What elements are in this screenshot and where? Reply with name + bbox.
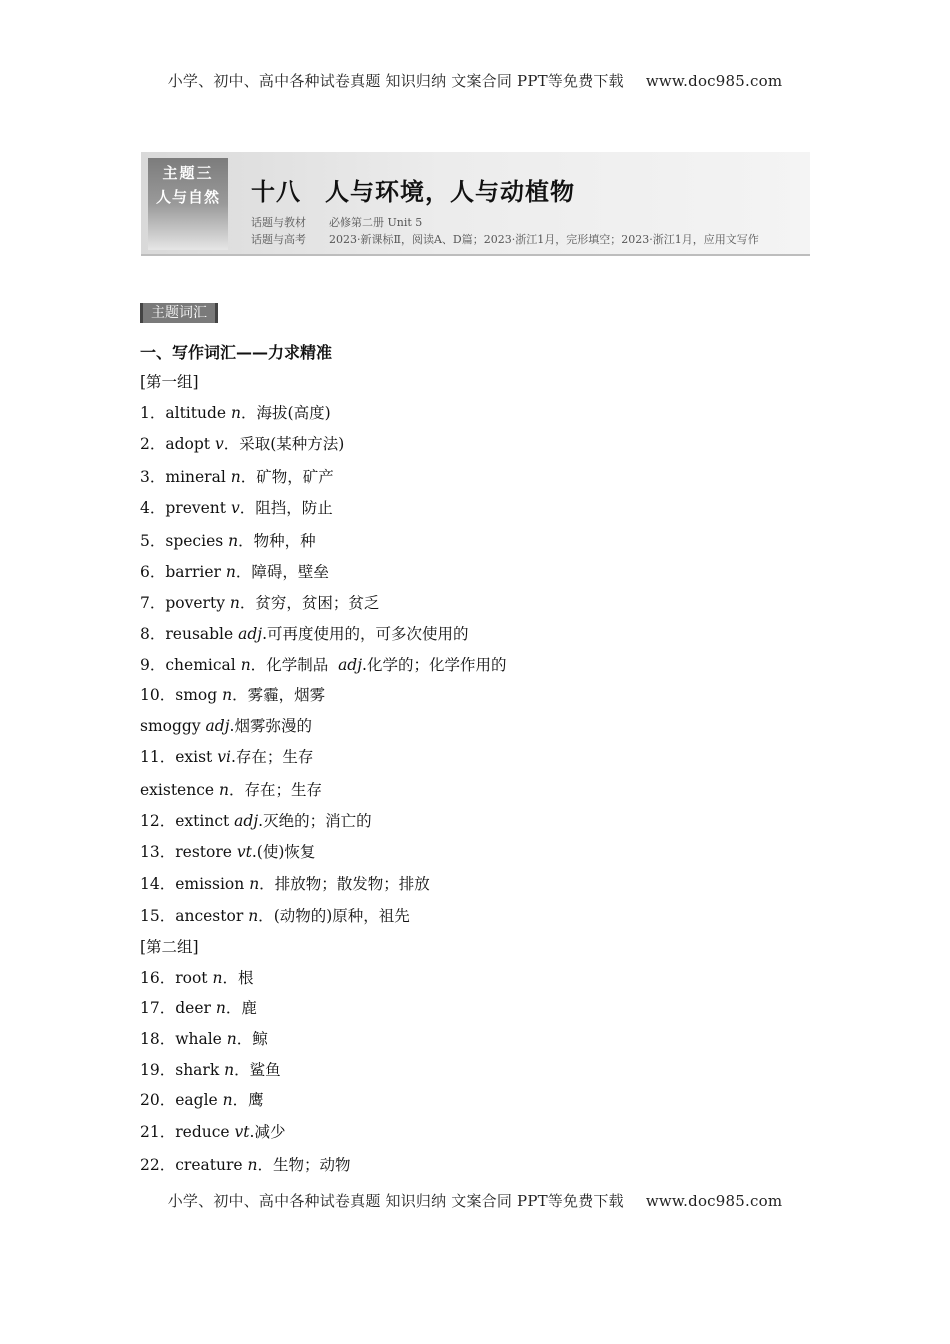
item-word: reusable	[165, 625, 234, 643]
vocab-item	[140, 1153, 351, 1175]
pos-separator: ．	[259, 875, 275, 893]
pos-separator: .	[251, 843, 257, 861]
vocab-item	[140, 1088, 264, 1110]
part-of-speech: n	[248, 907, 259, 925]
item-number: 11．	[140, 748, 176, 766]
vocab-item	[140, 809, 372, 831]
part-of-speech: n	[222, 686, 233, 704]
badge-line-1: 主题三	[162, 164, 214, 182]
item-word: deer	[175, 999, 211, 1017]
pos-separator: .	[230, 748, 236, 766]
item-number: 19．	[140, 1061, 176, 1079]
item-meaning: (使)恢复	[256, 843, 316, 861]
item-word: emission	[175, 875, 245, 893]
vocab-item	[140, 840, 315, 862]
item-meaning: 障碍，壁垒	[251, 563, 329, 581]
item-number: 21．	[140, 1123, 176, 1141]
part-of-speech: n	[226, 1030, 237, 1048]
item-word: prevent	[165, 499, 227, 517]
item-number: 18．	[140, 1030, 176, 1048]
item-word: ancestor	[175, 907, 244, 925]
item-word: poverty	[165, 594, 225, 612]
vocab-item	[140, 683, 325, 705]
vocab-item	[140, 904, 410, 926]
pos-separator: ．	[239, 499, 256, 517]
item-number: 13．	[140, 843, 176, 861]
item-number: 10．	[140, 686, 176, 704]
item-number: 4．	[140, 499, 166, 517]
item-number: 12．	[140, 812, 176, 830]
item-number: 5．	[140, 532, 166, 550]
part-of-speech: n	[224, 1061, 235, 1079]
item-number: 1．	[140, 404, 166, 422]
item-word: restore	[175, 843, 232, 861]
item-word: extinct	[175, 812, 230, 830]
item-meaning: 鲸	[252, 1030, 268, 1048]
item-meaning: 存在；生存	[235, 748, 314, 766]
item-meaning: 可再度使用的，可多次使用的	[267, 625, 469, 643]
pos-separator: ．	[232, 686, 248, 704]
vocab-item	[140, 560, 329, 582]
item-meaning: 鹰	[248, 1091, 264, 1109]
item-word: smoggy	[140, 717, 201, 735]
vocab-item	[140, 872, 430, 894]
item-word: exist	[175, 748, 213, 766]
part-of-speech: v	[230, 499, 240, 517]
pos-separator: ．	[225, 999, 242, 1017]
item-meaning: 化学制品	[266, 656, 329, 674]
item-meaning: 根	[237, 969, 254, 987]
pos-separator: .	[249, 1123, 255, 1141]
part-of-speech: n	[240, 656, 251, 674]
item-number: 8．	[140, 625, 166, 643]
pos-separator: ．	[223, 435, 240, 453]
pos-separator: ．	[257, 1156, 273, 1174]
item-meaning: 物种，种	[253, 532, 316, 550]
group-heading	[140, 935, 199, 957]
item-number: 15．	[140, 907, 176, 925]
pos-separator: ．	[222, 969, 238, 987]
item-number: 3．	[140, 468, 166, 486]
vocab-item	[140, 1027, 268, 1049]
footer-text: 小学、初中、高中各种试卷真题 知识归纳 文案合同 PPT等免费下载	[167, 1192, 624, 1210]
part-of-speech: n	[229, 594, 240, 612]
vocab-item	[140, 529, 316, 551]
pos-separator: ．	[238, 532, 254, 550]
item-meaning: 海拔(高度)	[256, 404, 331, 422]
item-word: existence	[140, 781, 215, 799]
vocab-item	[140, 745, 313, 767]
item-number: 16．	[140, 969, 176, 987]
item-number: 9．	[140, 656, 166, 674]
footer-site-link[interactable]: www.doc985.com	[645, 1192, 783, 1210]
part-of-speech: n	[215, 999, 226, 1017]
meta-value-exam: 2023·新课标Ⅱ，阅读A、D篇；2023·浙江1月，完形填空；2023·浙江1月，应用文写作	[329, 233, 759, 246]
item-meaning: (动物的)原种，祖先	[273, 907, 410, 925]
pos-separator: .	[262, 625, 268, 643]
item-word: whale	[175, 1030, 222, 1048]
part-of-speech: adj	[238, 625, 263, 643]
item-meaning: 排放物；散发物；排放	[274, 875, 430, 893]
theme-badge	[148, 158, 228, 250]
item-word: shark	[175, 1061, 220, 1079]
part-of-speech: n	[219, 781, 229, 799]
item-word: mineral	[165, 468, 226, 486]
pos-separator: ．	[229, 781, 245, 799]
part-of-speech: n	[225, 563, 236, 581]
item-meaning: 灭绝的；消亡的	[263, 812, 372, 830]
vocab-item	[140, 996, 257, 1018]
item-number: 22．	[140, 1156, 176, 1174]
item-number: 17．	[140, 999, 176, 1017]
item-word: eagle	[175, 1091, 218, 1109]
section-title: 一、写作词汇——力求精准	[140, 343, 333, 362]
pos-separator: ．	[236, 1030, 253, 1048]
item-word: smog	[175, 686, 218, 704]
vocab-item	[140, 714, 312, 736]
item-word: root	[175, 969, 208, 987]
part-of-speech-2: adj	[338, 656, 363, 674]
item-number: 6．	[140, 563, 166, 581]
item-meaning: 矿物，矿产	[256, 468, 334, 486]
group-heading	[140, 370, 199, 392]
header-site-link[interactable]: www.doc985.com	[645, 72, 783, 90]
item-word: barrier	[165, 563, 221, 581]
item-meaning: 采取(某种方法)	[239, 435, 345, 453]
vocab-item	[140, 966, 254, 988]
chapter-title	[251, 172, 575, 207]
section-tag: 主题词汇	[140, 303, 218, 323]
item-meaning: 贫穷，贫困；贫乏	[255, 594, 380, 612]
part-of-speech: n	[222, 1091, 233, 1109]
part-of-speech: vt	[234, 1123, 250, 1141]
pos-separator: ．	[258, 907, 274, 925]
item-number: 20．	[140, 1091, 176, 1109]
item-word: altitude	[165, 404, 227, 422]
item-number: 14．	[140, 875, 176, 893]
vocab-item	[140, 465, 334, 487]
page-footer	[0, 1190, 950, 1211]
vocab-item	[140, 653, 507, 675]
vocab-item	[140, 1120, 285, 1142]
vocab-item	[140, 401, 331, 423]
pos-separator: ．	[235, 563, 252, 581]
item-meaning: 鲨鱼	[249, 1061, 281, 1079]
header-text: 小学、初中、高中各种试卷真题 知识归纳 文案合同 PPT等免费下载	[167, 72, 624, 90]
part-of-speech: v	[214, 435, 224, 453]
group-label: [第一组]	[140, 373, 199, 391]
pos-separator: .	[229, 717, 235, 735]
part-of-speech: n	[230, 468, 241, 486]
item-word: reduce	[175, 1123, 230, 1141]
item-number: 2．	[140, 435, 166, 453]
badge-line-2: 人与自然	[155, 188, 220, 206]
item-meaning: 存在；生存	[244, 781, 323, 799]
pos-separator: .	[258, 812, 264, 830]
pos-separator-2: .	[362, 656, 367, 674]
item-meaning: 烟雾弥漫的	[234, 717, 312, 735]
part-of-speech: n	[228, 532, 239, 550]
part-of-speech: adj	[205, 717, 230, 735]
vocab-item	[140, 1058, 281, 1080]
chapter-number: 十八	[251, 178, 301, 206]
pos-separator: ．	[239, 594, 256, 612]
meta-label-exam: 话题与高考	[251, 233, 306, 246]
item-meaning: 生物；动物	[272, 1156, 351, 1174]
item-meaning: 雾霾，烟雾	[247, 686, 326, 704]
part-of-speech: adj	[234, 812, 259, 830]
vocab-item	[140, 591, 379, 613]
item-meaning-2: 化学的；化学作用的	[366, 656, 507, 674]
vocab-item	[140, 432, 344, 454]
part-of-speech: n	[231, 404, 241, 422]
chapter-name: 人与环境，人与动植物	[325, 178, 575, 206]
pos-separator: ．	[241, 404, 257, 422]
group-label: [第二组]	[140, 938, 199, 956]
part-of-speech: n	[212, 969, 223, 987]
meta-value-textbook: 必修第二册 Unit 5	[329, 216, 423, 229]
item-meaning: 鹿	[241, 999, 257, 1017]
page-header	[0, 70, 950, 91]
item-word: chemical	[165, 656, 236, 674]
item-number: 7．	[140, 594, 166, 612]
pos-separator: ．	[250, 656, 267, 674]
item-word: creature	[175, 1156, 243, 1174]
meta-label-textbook: 话题与教材	[251, 216, 306, 229]
item-meaning: 阻挡，防止	[255, 499, 333, 517]
topic-banner	[141, 152, 810, 256]
item-word: adopt	[165, 435, 211, 453]
pos-separator: ．	[240, 468, 257, 486]
vocab-item	[140, 622, 469, 644]
part-of-speech: n	[247, 1156, 258, 1174]
banner-meta	[251, 214, 759, 248]
part-of-speech: vt	[236, 843, 252, 861]
item-word: species	[165, 532, 224, 550]
pos-separator: ．	[232, 1091, 249, 1109]
vocab-item	[140, 496, 333, 518]
part-of-speech: vi	[217, 748, 231, 766]
pos-separator: ．	[234, 1061, 250, 1079]
item-meaning: 减少	[254, 1123, 286, 1141]
part-of-speech: n	[249, 875, 260, 893]
vocab-item	[140, 778, 322, 800]
